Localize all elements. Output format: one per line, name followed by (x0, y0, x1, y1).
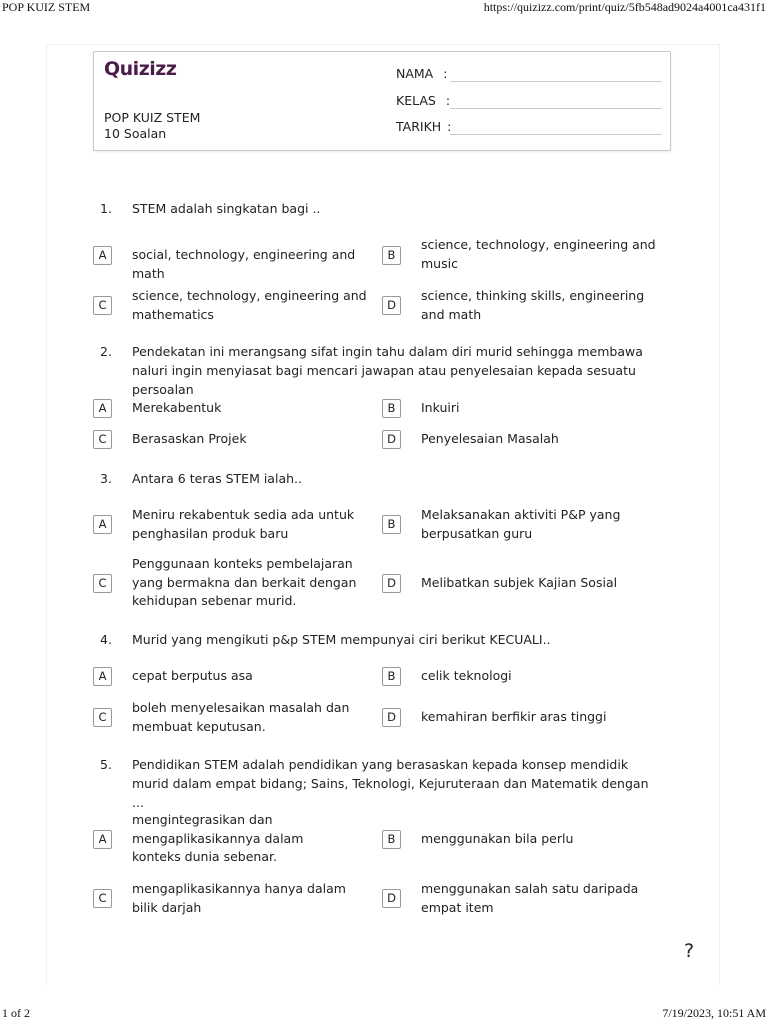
option-text: Merekabentuk (132, 400, 222, 415)
option-text: Berasaskan Projek (132, 431, 247, 446)
quizizz-logo: Quizizz (104, 58, 177, 80)
question-text: Pendekatan ini merangsang sifat ingin tahu dalam diri murid sehingga membawa naluri ingin menyiasat bagi mencari jawapan atau penyelesaian kepada sesuatu persoalan (132, 344, 643, 397)
option-letter-a[interactable]: A (93, 830, 112, 849)
option-letter-b[interactable]: B (382, 246, 401, 265)
print-footer (0, 1006, 768, 1024)
option-letter-a[interactable]: A (93, 515, 112, 534)
field-separator: : (447, 119, 452, 134)
question-number: 1. (100, 201, 112, 216)
option-letter-b[interactable]: B (382, 399, 401, 418)
option-text: science, thinking skills, engineering and math (421, 288, 645, 322)
option-letter-c[interactable]: C (93, 430, 112, 449)
option-text: Melaksanakan aktiviti P&P yang berpusatkan guru (421, 507, 621, 541)
option-text: Meniru rekabentuk sedia ada untuk penghasilan produk baru (132, 507, 355, 541)
field-separator: : (445, 93, 451, 108)
option-letter-a[interactable]: A (93, 667, 112, 686)
option-letter-d[interactable]: D (382, 889, 401, 908)
print-header (0, 0, 768, 16)
field-label: KELAS (396, 93, 436, 108)
field-separator: : (443, 66, 448, 81)
option-letter-c[interactable]: C (93, 889, 112, 908)
option-text: science, technology, engineering and mathematics (132, 288, 367, 322)
print-page-number: 1 of 2 (2, 1006, 30, 1020)
option-letter-a[interactable]: A (93, 399, 112, 418)
option-letter-d[interactable]: D (382, 574, 401, 593)
question-count: 10 Soalan (104, 126, 167, 141)
field-label: NAMA (396, 66, 434, 81)
tarikh-input-line[interactable] (450, 134, 662, 135)
kelas-input-line[interactable] (450, 108, 662, 109)
option-text: cepat berputus asa (132, 668, 253, 683)
option-text: mengintegrasikan dan mengaplikasikannya dalam konteks dunia sebenar. (132, 812, 304, 864)
option-text: science, technology, engineering and music (421, 237, 656, 271)
help-question-icon[interactable]: ? (684, 940, 695, 962)
question-text: Murid yang mengikuti p&p STEM mempunyai ciri berikut KECUALI.. (132, 632, 551, 647)
option-text: menggunakan bila perlu (421, 831, 574, 846)
option-text: Penggunaan konteks pembelajaran yang bermakna dan berkait dengan kehidupan sebenar murid. (132, 556, 357, 608)
option-text: menggunakan salah satu daripada empat item (421, 881, 639, 915)
field-tarikh (396, 119, 451, 134)
option-letter-b[interactable]: B (382, 667, 401, 686)
option-text: Melibatkan subjek Kajian Sosial (421, 575, 618, 590)
field-kelas (396, 93, 450, 108)
option-text: celik teknologi (421, 668, 512, 683)
question-text: STEM adalah singkatan bagi .. (132, 201, 321, 216)
field-nama (396, 66, 447, 81)
question-number: 3. (100, 471, 112, 486)
option-letter-b[interactable]: B (382, 515, 401, 534)
print-page-title: POP KUIZ STEM (2, 0, 91, 14)
option-letter-a[interactable]: A (93, 246, 112, 265)
option-text: Inkuiri (421, 400, 460, 415)
question-number: 5. (100, 757, 112, 772)
quiz-title: POP KUIZ STEM (104, 110, 201, 125)
option-letter-c[interactable]: C (93, 296, 112, 315)
nama-input-line[interactable] (450, 81, 662, 82)
option-letter-d[interactable]: D (382, 708, 401, 727)
question-text: Antara 6 teras STEM ialah.. (132, 471, 302, 486)
option-letter-d[interactable]: D (382, 430, 401, 449)
option-letter-d[interactable]: D (382, 296, 401, 315)
print-url: https://quizizz.com/print/quiz/5fb548ad9024a4001ca431f1 (483, 0, 766, 14)
field-label: TARIKH (396, 119, 442, 134)
print-datetime: 7/19/2023, 10:51 AM (662, 1006, 766, 1020)
option-letter-b[interactable]: B (382, 830, 401, 849)
question-text: Pendidikan STEM adalah pendidikan yang berasaskan kepada konsep mendidik murid dalam empat bidang; Sains, Teknologi, Kejuruteraan dan Matematik dengan ... (132, 757, 649, 810)
option-text: Penyelesaian Masalah (421, 431, 559, 446)
option-text: social, technology, engineering and math (132, 247, 356, 281)
option-text: kemahiran berfikir aras tinggi (421, 709, 607, 724)
option-letter-c[interactable]: C (93, 574, 112, 593)
question-number: 4. (100, 632, 112, 647)
option-letter-c[interactable]: C (93, 708, 112, 727)
question-number: 2. (100, 344, 112, 359)
quiz-header-box (93, 51, 671, 151)
option-text: mengaplikasikannya hanya dalam bilik darjah (132, 881, 346, 915)
option-text: boleh menyelesaikan masalah dan membuat keputusan. (132, 700, 350, 734)
